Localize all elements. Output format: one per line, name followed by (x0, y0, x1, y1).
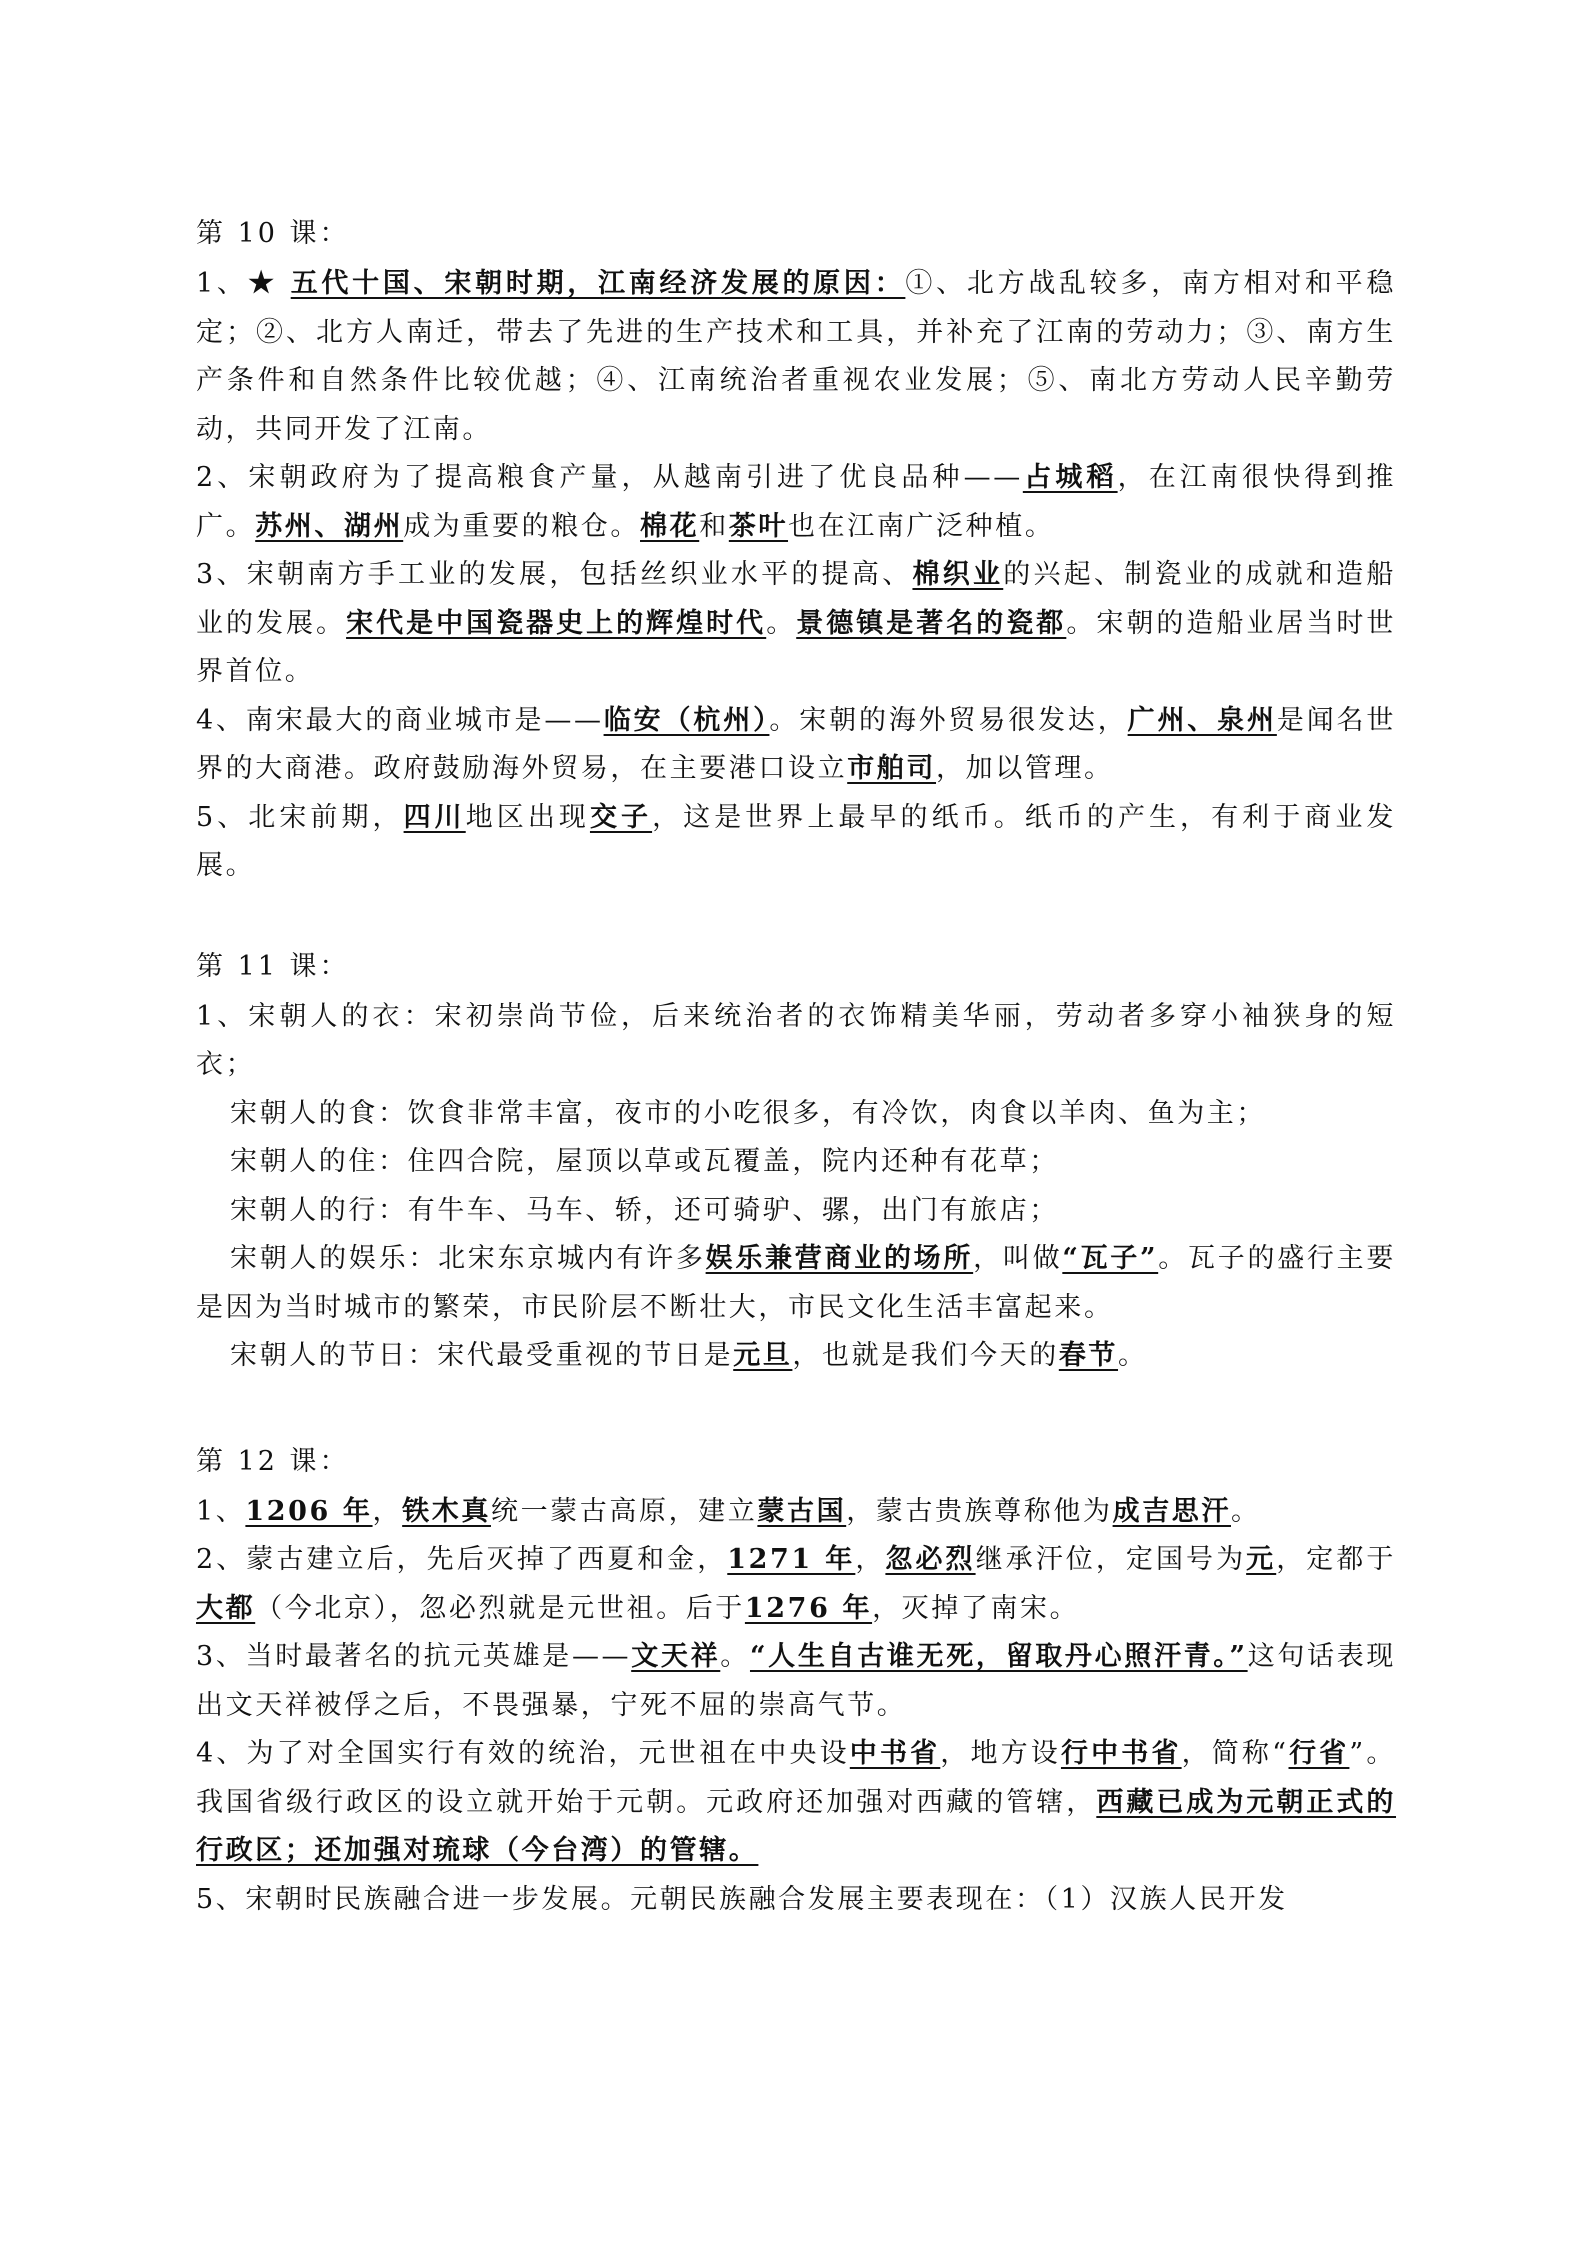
key-phrase: 行中书省 (1060, 1738, 1182, 1769)
text-run: ①、北方战乱较多，南方相对和平稳定；②、北方人南迁，带去了先进的生产技术和工具，并补充了江南的劳动力；③、南方生产条件和自然条件比较优越；④、江南统治者重视农业发展；⑤、南北方劳动人民辛勤劳动，共同开发了江南。 (196, 268, 1396, 445)
text-run: ，定都于 (1276, 1544, 1396, 1575)
lesson-11-festival (196, 1332, 1396, 1381)
key-phrase: 蒙古国 (757, 1495, 847, 1527)
text-run: （今北京），忽必烈就是元世祖。后于 (255, 1592, 745, 1624)
text-run: 统一蒙古高原，建立 (490, 1495, 758, 1527)
key-phrase: 元旦 (733, 1340, 793, 1371)
text-run: 4、南宋最大的商业城市是—— (196, 704, 604, 736)
key-phrase: 忽必烈 (885, 1544, 976, 1575)
key-phrase: 1271 年 (727, 1544, 856, 1575)
key-phrase: 苏州、湖州 (255, 510, 404, 542)
text-run: ，灭掉了南宋。 (872, 1592, 1080, 1624)
text-run: ，在江南很快得到推广。 (196, 462, 1396, 542)
lesson-11-heading: 第 11 课： (196, 950, 350, 982)
text-run: 。 (720, 1641, 750, 1672)
key-phrase: 茶叶 (728, 510, 789, 542)
lesson-10-item-1 (196, 260, 1396, 454)
text-run: ”。我国省级行政区的设立就开始于元朝。元政府还加强对西藏的管辖， (196, 1738, 1396, 1818)
lesson-10-item-5 (196, 794, 1396, 891)
text-run: 的兴起、制瓷业的成就和造船业的发展。 (196, 559, 1396, 639)
text-run: 宋朝人的娱乐：北宋东京城内有许多 (230, 1243, 706, 1274)
lesson-12-item-4 (196, 1730, 1396, 1876)
key-phrase: 成吉思汗 (1112, 1495, 1231, 1527)
key-phrase: 西藏已成为元朝正式的行政区；还加强对琉球（今台湾）的管辖。 (196, 1786, 1397, 1866)
text-run: 地区出现 (465, 801, 590, 833)
text-run: ，也就是我们今天的 (792, 1340, 1059, 1371)
text-run: 。 (1118, 1340, 1148, 1371)
lesson-12-heading: 第 12 课： (196, 1445, 350, 1477)
lesson-11-housing: 宋朝人的住：住四合院，屋顶以草或瓦覆盖，院内还种有花草； (230, 1146, 1059, 1177)
text-run: 是闻名世界的大商港。政府鼓励海外贸易，在主要港口设立 (196, 704, 1397, 784)
lesson-10-item-3 (196, 551, 1396, 697)
key-phrase: 元 (1246, 1544, 1277, 1575)
key-phrase: 大都 (196, 1592, 256, 1624)
text-run: 1、 (196, 1495, 246, 1527)
key-phrase: 春节 (1058, 1340, 1119, 1371)
text-run: ，简称“ (1181, 1738, 1289, 1769)
text-run: ，这是世界上最早的纸币。纸币的产生，有利于商业发展。 (196, 801, 1397, 881)
text-run: 成为重要的粮仓。 (403, 510, 641, 542)
lesson-12-item-5: 5、宋朝时民族融合进一步发展。元朝民族融合发展主要表现在：（1）汉族人民开发 (196, 1883, 1288, 1915)
key-phrase: 四川 (403, 801, 466, 833)
key-phrase: 文天祥 (631, 1641, 721, 1672)
key-phrase: 景德镇是著名的瓷都 (796, 607, 1067, 639)
text-run: 3、当时最著名的抗元英雄是—— (196, 1641, 632, 1672)
text-run: 。宋朝的造船业居当时世界首位。 (196, 607, 1397, 687)
text-run: 也在江南广泛种植。 (788, 510, 1055, 542)
lesson-11-food: 宋朝人的食：饮食非常丰富，夜市的小吃很多，有冷饮，肉食以羊肉、鱼为主； (230, 1097, 1266, 1129)
text-run: 3、宋朝南方手工业的发展，包括丝织业水平的提高、 (196, 559, 913, 590)
text-run: 2、蒙古建立后，先后灭掉了西夏和金， (196, 1544, 728, 1575)
text-run: ， (372, 1495, 403, 1527)
text-run: ，叫做 (973, 1243, 1063, 1274)
key-phrase: 市舶司 (847, 753, 937, 784)
key-phrase: 临安（杭州） (603, 704, 770, 736)
key-phrase: 广州、泉州 (1127, 704, 1277, 736)
document-content (196, 208, 1396, 1924)
text-run: 。瓦子的盛行主要是因为当时城市的繁荣，市民阶层不断壮大，市民文化生活丰富起来。 (196, 1243, 1396, 1323)
lesson-10-item-2 (196, 454, 1396, 551)
lesson-11-travel: 宋朝人的行：有牛车、马车、轿，还可骑驴、骡，出门有旅店； (230, 1194, 1059, 1226)
key-phrase: 宋代是中国瓷器史上的辉煌时代 (346, 607, 767, 639)
key-phrase: “瓦子” (1062, 1243, 1159, 1274)
text-run: 这句话表现出文天祥被俘之后，不畏强暴，宁死不屈的崇高气节。 (196, 1641, 1397, 1721)
key-phrase: 交子 (589, 801, 653, 833)
text-run: 和 (699, 510, 729, 542)
text-run: 2、宋朝政府为了提高粮食产量，从越南引进了优良品种—— (196, 462, 1023, 493)
lesson-11-item-1: 1、宋朝人的衣：宋初崇尚节俭，后来统治者的衣饰精美华丽，劳动者多穿小袖狭身的短衣； (196, 1000, 1396, 1080)
text-run: ， (855, 1544, 886, 1575)
lesson-12-item-3 (196, 1633, 1396, 1730)
lesson-11-entertainment (196, 1235, 1396, 1332)
text-run: 宋朝人的节日：宋代最受重视的节日是 (230, 1340, 734, 1371)
key-phrase: 占城稻 (1022, 462, 1118, 493)
text-run: 。 (766, 607, 797, 639)
key-phrase: 棉花 (640, 510, 700, 542)
key-phrase: 娱乐兼营商业的场所 (705, 1243, 974, 1274)
text-run: 。宋朝的海外贸易很发达， (769, 704, 1128, 736)
lesson-10-heading: 第 10 课： (196, 218, 350, 249)
text-run: 。 (1231, 1495, 1261, 1527)
key-phrase: 五代十国、宋朝时期，江南经济发展的原因： (290, 268, 906, 299)
text-run: 4、为了对全国实行有效的统治，元世祖在中央设 (196, 1738, 850, 1769)
key-phrase: 中书省 (849, 1738, 941, 1769)
text-run: ，加以管理。 (936, 753, 1114, 784)
lesson-12-item-1 (196, 1488, 1396, 1537)
key-phrase: “人生自古谁无死，留取丹心照汗青。” (749, 1641, 1248, 1672)
key-phrase: 1276 年 (744, 1592, 873, 1624)
lesson-12-item-2 (196, 1536, 1396, 1633)
text-run: 5、北宋前期， (196, 801, 404, 833)
text-run: ，蒙古贵族尊称他为 (846, 1495, 1113, 1527)
key-phrase: 棉织业 (912, 559, 1004, 590)
lesson-10-item-4 (196, 697, 1396, 794)
key-phrase: 铁木真 (402, 1495, 491, 1527)
key-phrase: 1206 年 (245, 1495, 373, 1527)
text-run: 继承汗位，定国号为 (975, 1544, 1247, 1575)
text-run: ，地方设 (940, 1738, 1061, 1769)
item-number: 1、★ (196, 268, 291, 299)
key-phrase: 行省 (1288, 1738, 1350, 1769)
